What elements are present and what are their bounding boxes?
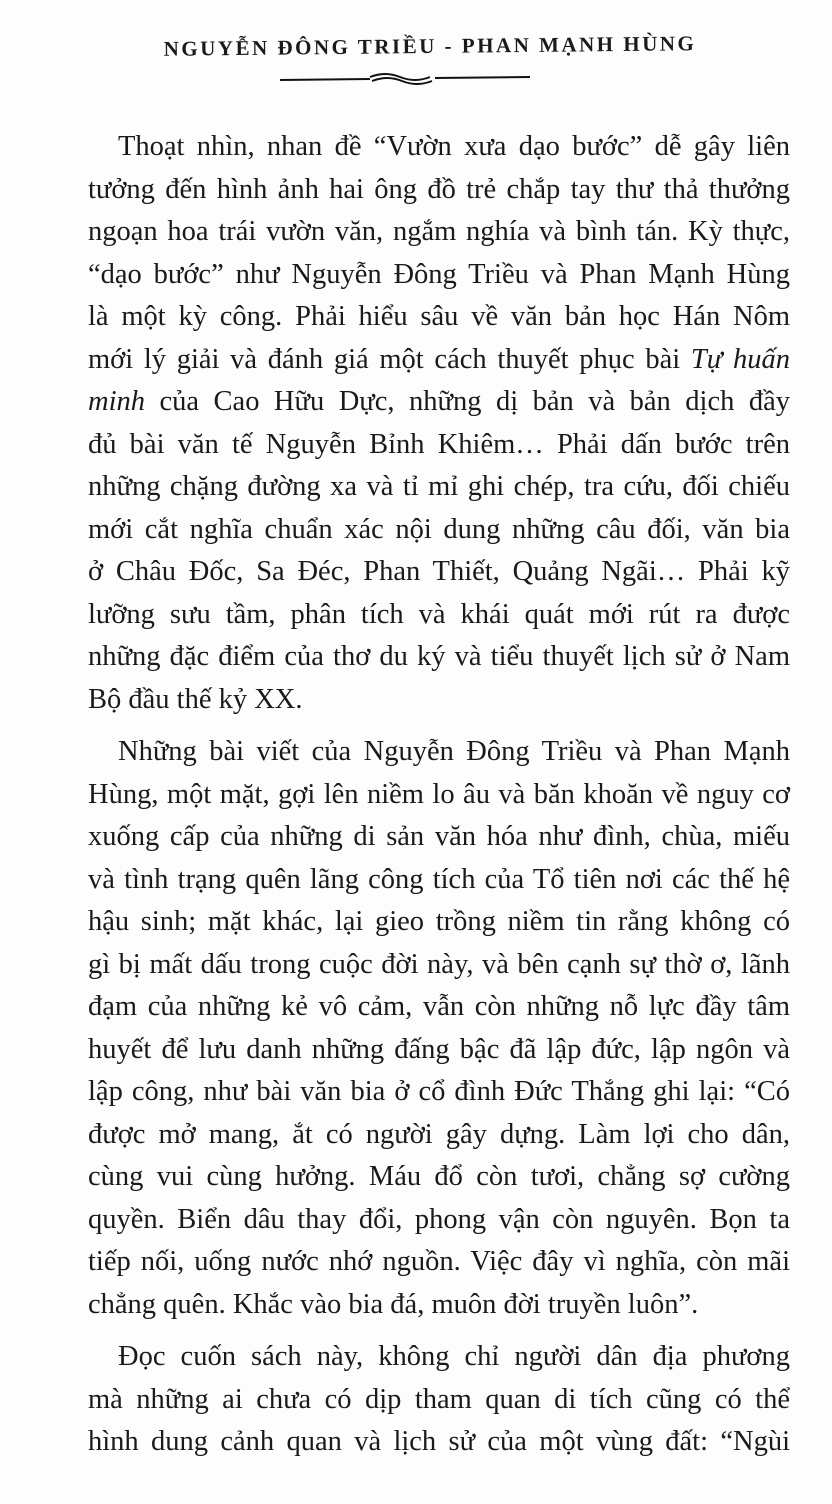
text-line: cùng vui cùng hưởng. Máu đổ còn tươi, chẳng sợ cường (88, 1161, 790, 1192)
text-line: chẳng quên. Khắc vào bia đá, muôn đời truyền luôn”. (88, 1288, 699, 1320)
text-line: Đọc cuốn sách này, không chỉ người dân địa phương (118, 1341, 790, 1372)
text-line: và tình trạng quên lãng công tích của Tổ tiên nơi các thế hệ (88, 863, 790, 895)
text-line: Những bài viết của Nguyễn Đông Triều và Phan Mạnh (118, 736, 790, 767)
text-line: minh của Cao Hữu Dực, những dị bản và bản dịch đầy (88, 386, 790, 417)
paragraph (88, 1336, 790, 1464)
text-line: mới lý giải và đánh giá một cách thuyết phục bài Tự huấn (88, 343, 790, 375)
text-line: Bộ đầu thế kỷ XX. (88, 683, 303, 715)
text-line: tưởng đến hình ảnh hai ông đồ trẻ chắp tay thư thả thưởng (88, 173, 790, 205)
text-line: mà những ai chưa có dịp tham quan di tích cũng có thể (88, 1383, 790, 1415)
text-line: mới cắt nghĩa chuẩn xác nội dung những câu đối, văn bia (88, 513, 790, 545)
running-header: NGUYỄN ĐÔNG TRIỀU - PHAN MẠNH HÙNG (163, 31, 697, 61)
paragraph (88, 126, 790, 721)
text-line: tiếp nối, uống nước nhớ nguồn. Việc đây vì nghĩa, còn mãi (88, 1246, 790, 1277)
text-line: đủ bài văn tế Nguyễn Bỉnh Khiêm… Phải dấn bước trên (88, 428, 790, 460)
text-line: quyền. Biển dâu thay đổi, phong vận còn nguyên. Bọn ta (88, 1203, 790, 1235)
text-line: lưỡng sưu tầm, phân tích và khái quát mới rút ra được (88, 598, 790, 630)
text-line: được mở mang, ắt có người gây dựng. Làm lợi cho dân, (88, 1118, 790, 1150)
text-line: lập công, như bài văn bia ở cổ đình Đức Thắng ghi lại: “Có (88, 1076, 790, 1107)
text-line: những đặc điểm của thơ du ký và tiểu thuyết lịch sử ở Nam (88, 641, 790, 672)
text-line: Thoạt nhìn, nhan đề “Vườn xưa dạo bước” dễ gây liên (118, 131, 790, 162)
text-line: là một kỳ công. Phải hiểu sâu về văn bản học Hán Nôm (88, 301, 790, 332)
text-line: ngoạn hoa trái vườn văn, ngắm nghía và bình tán. Kỳ thực, (88, 216, 790, 247)
text-line: những chặng đường xa và tỉ mỉ ghi chép, tra cứu, đối chiếu (88, 471, 790, 502)
text-line: ở Châu Đốc, Sa Đéc, Phan Thiết, Quảng Ngãi… Phải kỹ (88, 556, 790, 587)
text-line: huyết để lưu danh những đấng bậc đã lập đức, lập ngôn và (88, 1033, 790, 1065)
body-text (88, 126, 790, 1474)
text-line: hậu sinh; mặt khác, lại gieo trồng niềm tin rằng không có (88, 906, 790, 937)
paragraph (88, 731, 790, 1326)
text-line: “dạo bước” như Nguyễn Đông Triều và Phan Mạnh Hùng (88, 258, 790, 290)
text-line: đạm của những kẻ vô cảm, vẫn còn những nỗ lực đầy tâm (88, 991, 790, 1022)
text-line: Hùng, một mặt, gợi lên niềm lo âu và băn khoăn về nguy cơ (88, 778, 790, 810)
text-line: xuống cấp của những di sản văn hóa như đình, chùa, miếu (88, 821, 790, 852)
text-line: gì bị mất dấu trong cuộc đời này, và bên cạnh sự thờ ơ, lãnh (88, 948, 790, 980)
text-line: hình dung cảnh quan và lịch sử của một vùng đất: “Ngùi (88, 1426, 790, 1457)
ornamental-divider (280, 72, 530, 86)
